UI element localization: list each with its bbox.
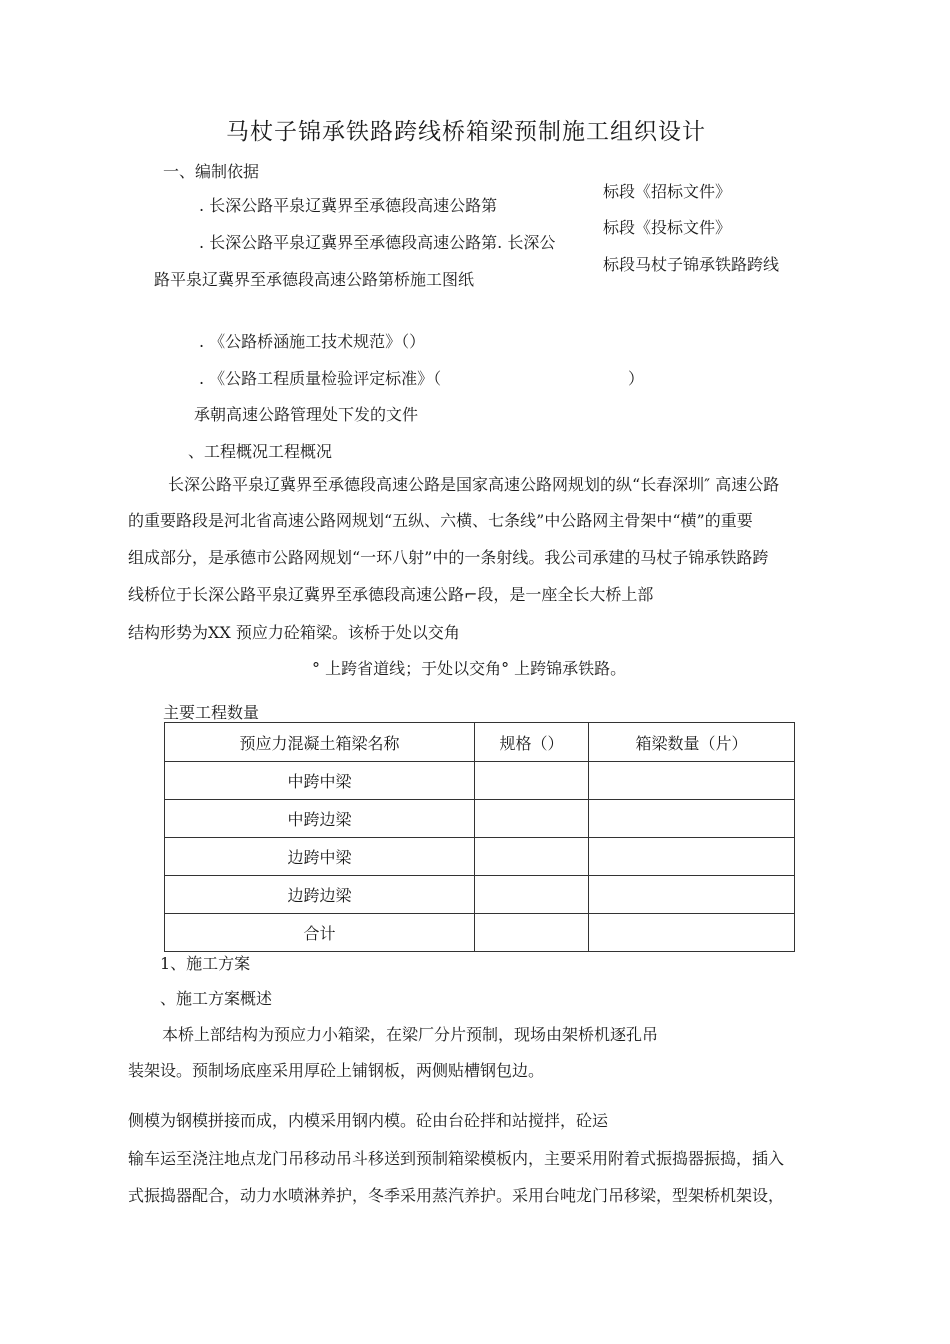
overview-line: ° 上跨省道线；于处以交角° 上跨锦承铁路。 — [312, 659, 627, 678]
table-row — [165, 762, 795, 800]
section1-heading: 一、编制依据 — [163, 162, 260, 181]
basis-item-1-right: 标段《招标文件》 — [603, 182, 732, 201]
table-cell-name: 中跨边梁 — [165, 800, 475, 838]
plan-line: 输车运至浇注地点龙门吊移动吊斗移送到预制箱梁模板内，主要采用附着式振捣器振捣，插入 — [128, 1149, 785, 1168]
plan-line: 本桥上部结构为预应力小箱梁，在梁厂分片预制，现场由架桥机逐孔吊 — [162, 1025, 659, 1044]
overview-line: 长深公路平泉辽冀界至承德段高速公路是国家高速公路网规划的纵“长春深圳″ 高速公路 — [168, 475, 780, 494]
overview-line: 结构形势为XX 预应力砼箱梁。该桥于处以交角 — [128, 623, 460, 642]
table-cell-spec — [475, 800, 589, 838]
section3-heading: 1、施工方案 — [160, 954, 251, 973]
table-cell-count — [589, 800, 795, 838]
table-row — [165, 876, 795, 914]
section2-heading: 、工程概况工程概况 — [188, 442, 333, 461]
table-row — [165, 838, 795, 876]
table-cell-name: 合计 — [165, 914, 475, 952]
document-title: 马杖子锦承铁路跨线桥箱梁预制施工组织设计 — [226, 119, 706, 145]
plan-line: 装架设。预制场底座采用厚砼上铺钢板，两侧贴槽钢包边。 — [128, 1061, 545, 1080]
table-header-row — [165, 723, 795, 762]
section3-subheading: 、施工方案概述 — [160, 989, 273, 1008]
basis-item-5: . 《公路工程质量检验评定标准》（ — [199, 369, 442, 388]
table-caption: 主要工程数量 — [163, 703, 260, 722]
basis-item-2: . 长深公路平泉辽冀界至承德段高速公路第. 长深公 — [199, 233, 556, 252]
basis-item-4: . 《公路桥涵施工技术规范》（） — [199, 332, 426, 351]
table-cell-count — [589, 838, 795, 876]
table-cell-count — [589, 762, 795, 800]
table-row — [165, 914, 795, 952]
table-cell-name: 边跨中梁 — [165, 838, 475, 876]
table-cell-spec — [475, 876, 589, 914]
table-cell-name: 中跨中梁 — [165, 762, 475, 800]
table-cell-spec — [475, 914, 589, 952]
table-header-count: 箱梁数量（片） — [589, 723, 795, 762]
basis-item-1: . 长深公路平泉辽冀界至承德段高速公路第 — [199, 196, 498, 215]
table-cell-count — [589, 914, 795, 952]
table-cell-spec — [475, 762, 589, 800]
table-cell-name: 边跨边梁 — [165, 876, 475, 914]
basis-item-3-right: 标段马杖子锦承铁路跨线 — [603, 255, 780, 274]
plan-line: 侧模为钢模拼接而成，内模采用钢内模。砼由台砼拌和站搅拌，砼运 — [128, 1111, 609, 1130]
overview-line: 线桥位于长深公路平泉辽冀界至承德段高速公路⌐段，是一座全长大桥上部 — [128, 585, 654, 604]
overview-line: 的重要路段是河北省高速公路网规划“五纵、六横、七条线”中公路网主骨架中“横”的重要 — [128, 511, 753, 530]
table-header-spec: 规格（） — [475, 723, 589, 762]
basis-item-6: 承朝高速公路管理处下发的文件 — [194, 405, 419, 424]
table-cell-count — [589, 876, 795, 914]
basis-item-2-right: 标段《投标文件》 — [603, 218, 732, 237]
table-row — [165, 800, 795, 838]
basis-item-3: 路平泉辽冀界至承德段高速公路第桥施工图纸 — [154, 270, 475, 289]
table-cell-spec — [475, 838, 589, 876]
basis-item-5-close: ） — [628, 369, 645, 388]
quantity-table — [164, 722, 795, 952]
table-header-name: 预应力混凝土箱梁名称 — [165, 723, 475, 762]
plan-line: 式振捣器配合，动力水喷淋养护，冬季采用蒸汽养护。采用台吨龙门吊移梁，型架桥机架设， — [128, 1186, 785, 1205]
overview-line: 组成部分，是承德市公路网规划“一环八射”中的一条射线。我公司承建的马杖子锦承铁路跨 — [128, 548, 769, 567]
